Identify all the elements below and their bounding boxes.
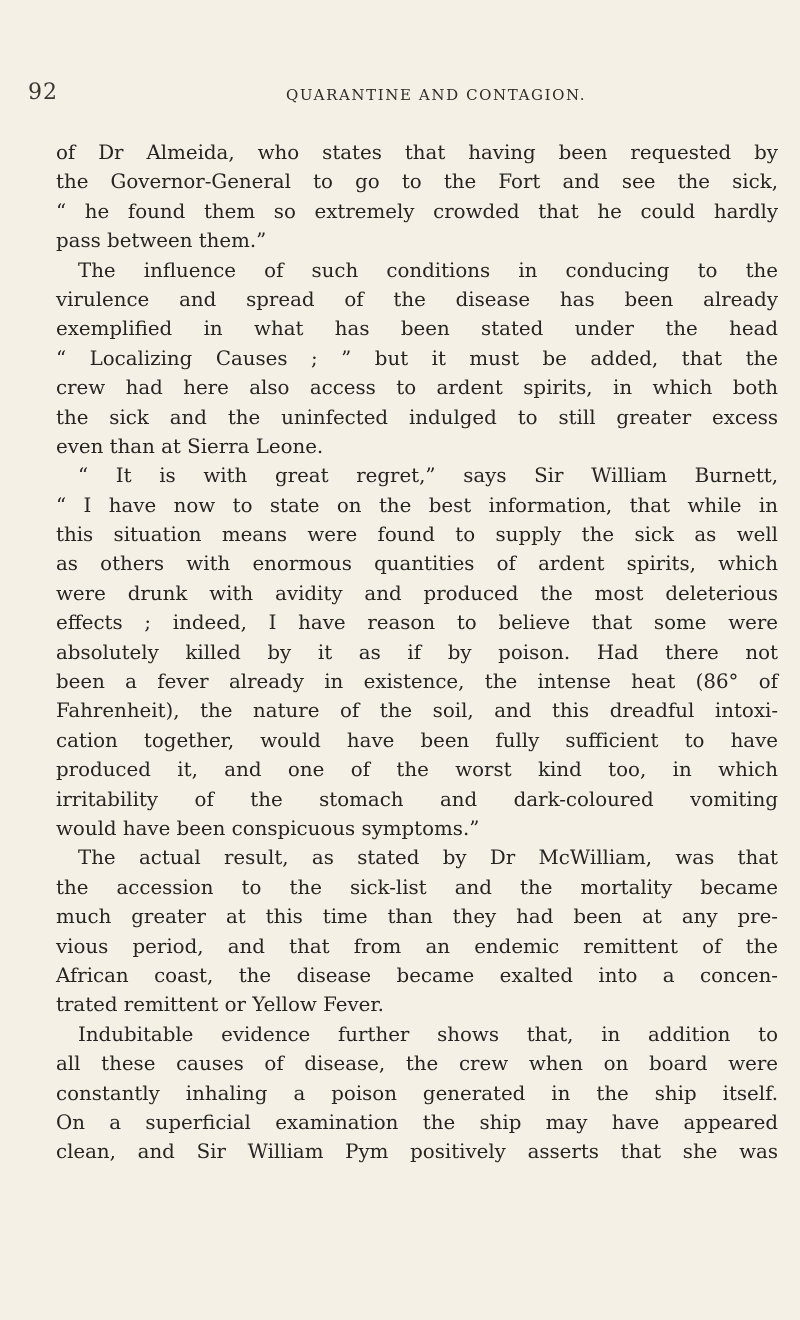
- text-line: exemplified in what has been stated under the head: [56, 317, 778, 341]
- text-line: On a superficial examination the ship may have appeared: [56, 1110, 778, 1134]
- text-line: pass between them.”: [56, 229, 267, 253]
- text-line: “ It is with great regret,” says Sir William Burnett,: [78, 464, 778, 488]
- text-line: effects ; indeed, I have reason to believe that some were: [56, 611, 778, 635]
- text-line: trated remittent or Yellow Fever.: [56, 993, 384, 1017]
- text-line: the Governor-General to go to the Fort and see the sick,: [56, 170, 778, 194]
- text-line: “ Localizing Causes ; ” but it must be added, that the: [56, 346, 778, 370]
- text-line: been a fever already in existence, the intense heat (86° of: [56, 670, 778, 694]
- text-line: even than at Sierra Leone.: [56, 434, 324, 458]
- text-line: constantly inhaling a poison generated in the ship itself.: [56, 1081, 778, 1105]
- text-line: crew had here also access to ardent spirits, in which both: [56, 376, 778, 400]
- text-line: cation together, would have been fully sufficient to have: [56, 728, 778, 752]
- text-line: irritability of the stomach and dark-coloured vomiting: [56, 787, 778, 811]
- text-line: all these causes of disease, the crew when on board were: [56, 1052, 778, 1076]
- text-line: clean, and Sir William Pym positively asserts that she was: [56, 1140, 778, 1164]
- text-line: Indubitable evidence further shows that, in addition to: [78, 1022, 778, 1046]
- text-line: absolutely killed by it as if by poison. Had there not: [56, 640, 778, 664]
- text-line: The actual result, as stated by Dr McWilliam, was that: [78, 846, 778, 870]
- text-line: virulence and spread of the disease has been already: [56, 287, 778, 311]
- text-line: were drunk with avidity and produced the most deleterious: [56, 581, 778, 605]
- text-line: the accession to the sick-list and the mortality became: [56, 875, 778, 899]
- text-line: vious period, and that from an endemic remittent of the: [56, 934, 778, 958]
- text-line: the sick and the uninfected indulged to still greater excess: [56, 405, 778, 429]
- text-line: African coast, the disease became exalted into a concen-: [56, 963, 778, 987]
- text-line: “ he found them so extremely crowded that he could hardly: [56, 199, 778, 223]
- text-line: this situation means were found to supply the sick as well: [56, 523, 778, 547]
- text-line: would have been conspicuous symptoms.”: [56, 816, 480, 840]
- text-line: much greater at this time than they had been at any pre-: [56, 905, 778, 929]
- page-number: 92: [28, 80, 58, 105]
- text-line: The influence of such conditions in conducing to the: [78, 258, 778, 282]
- text-line: “ I have now to state on the best information, that while in: [56, 493, 778, 517]
- running-title: QUARANTINE AND CONTAGION.: [286, 86, 587, 104]
- text-line: Fahrenheit), the nature of the soil, and this dreadful intoxi-: [56, 699, 778, 723]
- body-text: [56, 138, 778, 1167]
- text-line: of Dr Almeida, who states that having been requested by: [56, 141, 778, 164]
- text-line: produced it, and one of the worst kind too, in which: [56, 758, 778, 782]
- text-line: as others with enormous quantities of ardent spirits, which: [56, 552, 778, 576]
